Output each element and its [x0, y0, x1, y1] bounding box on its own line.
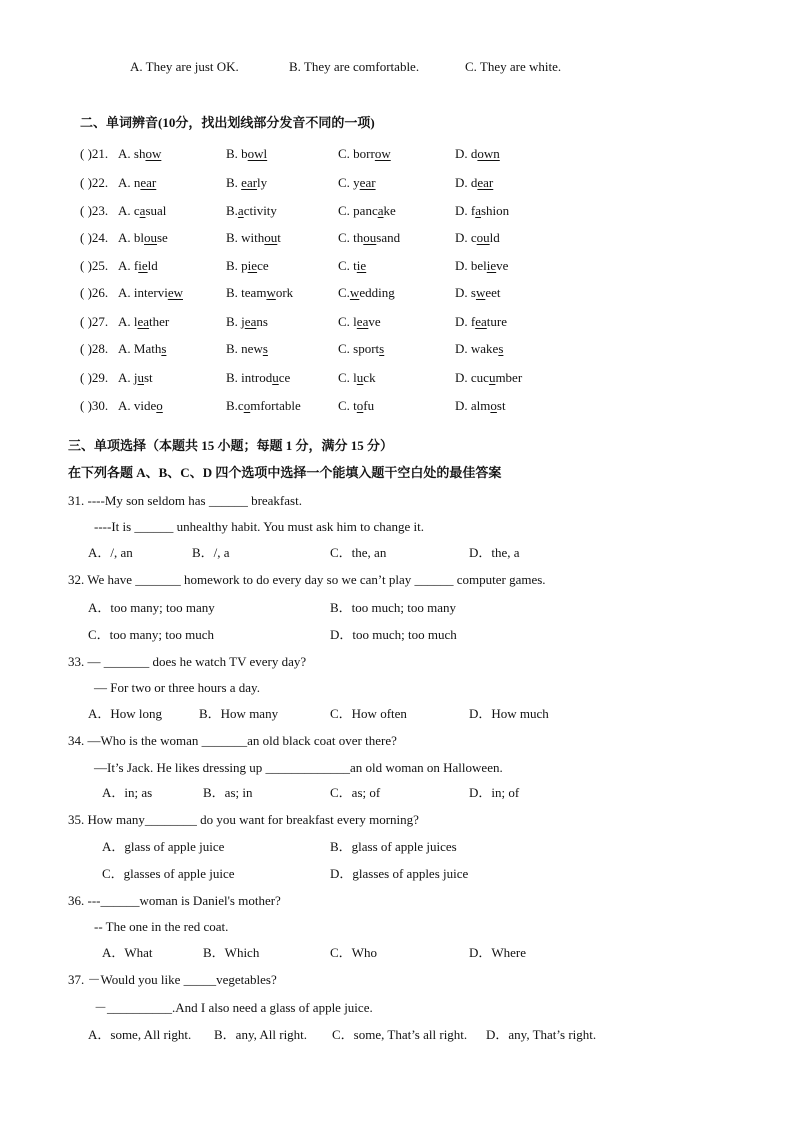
underlined-sound: ie [356, 258, 367, 273]
question-36-option-d: D．Where [469, 945, 527, 960]
option-prefix: C. l [338, 370, 357, 385]
question-29-option-b [226, 370, 290, 386]
option-prefix: D. cuc [455, 370, 489, 385]
option-suffix: ld [489, 230, 500, 245]
underlined-sound: s [161, 341, 167, 356]
question-34-option-c: C．as; of [330, 785, 381, 800]
question-23-number: ( )23. [80, 203, 109, 218]
question-33-line-2: — For two or three hours a day. [94, 680, 260, 695]
option-suffix: ther [149, 314, 170, 329]
option-prefix: D. d [455, 175, 478, 190]
question-34-option-d: D．in; of [469, 785, 520, 800]
underlined-sound: w [475, 285, 486, 300]
underlined-sound: s [379, 341, 385, 356]
question-32-line-1: 32. We have _______ homework to do every day so we can’t play ______ computer games. [68, 572, 546, 587]
option-prefix: B. p [226, 258, 248, 273]
underlined-sound: ear [140, 175, 157, 190]
question-31-line-2: ----It is ______ unhealthy habit. You must ask him to change it. [94, 519, 425, 534]
question-37-option-b: B．any, All right. [214, 1027, 308, 1042]
question-30-option-b [226, 398, 301, 414]
question-31-line-1: 31. ----My son seldom has ______ breakfast. [68, 493, 302, 508]
question-22-option-a [118, 175, 156, 191]
underlined-sound: ear [477, 175, 494, 190]
underlined-sound: ear [359, 175, 376, 190]
option-prefix: D. d [455, 146, 478, 161]
question-21-number: ( )21. [80, 146, 109, 161]
underlined-sound: ie [138, 258, 148, 273]
option-prefix: B. [226, 175, 242, 190]
option-prefix: C. borr [338, 146, 375, 161]
question-37-option-c: C．some, That’s all right. [332, 1027, 468, 1042]
option-prefix: A. f [118, 258, 139, 273]
question-24-number: ( )24. [80, 230, 109, 245]
underlined-sound: ea [137, 314, 150, 329]
underlined-sound: o [490, 398, 497, 413]
option-suffix: ke [383, 203, 396, 218]
question-27-option-b [226, 314, 268, 330]
question-34-option-a: A．in; as [102, 785, 153, 800]
question-22-option-c [338, 175, 376, 191]
option-suffix: ly [257, 175, 268, 190]
question-31-option-a: A．/, an [88, 545, 133, 560]
option-prefix: A. l [118, 314, 138, 329]
question-35-option-d: D．glasses of apples juice [330, 866, 469, 881]
option-suffix: st [144, 370, 153, 385]
question-35-option-b: B．glass of apple juices [330, 839, 457, 854]
question-27-number: ( )27. [80, 314, 109, 329]
underlined-sound: ie [247, 258, 258, 273]
question-30-option-a [118, 398, 163, 414]
prev-option-b: B. They are comfortable. [289, 59, 420, 74]
underlined-sound: a [237, 203, 244, 218]
underlined-sound: ea [244, 314, 257, 329]
option-suffix: mber [495, 370, 523, 385]
option-prefix: D. bel [455, 258, 487, 273]
question-29-number: ( )29. [80, 370, 109, 385]
prev-option-a: A. They are just OK. [130, 59, 239, 74]
option-prefix: C. t [338, 258, 357, 273]
underlined-sound: ou [264, 230, 278, 245]
question-23-option-a [118, 203, 166, 219]
question-21-option-a [118, 146, 161, 162]
underlined-sound: u [272, 370, 279, 385]
question-26-number: ( )26. [80, 285, 109, 300]
question-26-option-c [338, 285, 395, 301]
question-37-line-2: －__________.And I also need a glass of apple juice. [94, 1000, 373, 1015]
option-prefix: D. wake [455, 341, 499, 356]
question-25-number: ( )25. [80, 258, 109, 273]
question-26-option-d [455, 285, 501, 301]
option-prefix: C. th [338, 230, 364, 245]
section-2-title: 二、单词辨音(10分，找出划线部分发音不同的一项) [80, 115, 375, 130]
option-suffix: ce [278, 370, 291, 385]
underlined-sound: ie [486, 258, 497, 273]
question-25-option-b [226, 258, 269, 274]
option-prefix: A. j [118, 370, 138, 385]
question-32-option-a: A．too many; too many [88, 600, 215, 615]
underlined-sound: ow [374, 146, 391, 161]
option-suffix: ce [257, 258, 269, 273]
option-prefix: B. b [226, 146, 248, 161]
question-32-option-b: B．too much; too many [330, 600, 457, 615]
option-prefix: B. new [226, 341, 263, 356]
question-27-option-c [338, 314, 381, 330]
option-suffix: se [157, 230, 168, 245]
option-suffix: st [496, 398, 506, 413]
question-21-option-b [226, 146, 267, 162]
question-31-option-b: B．/, a [192, 545, 230, 560]
question-32-option-c: C．too many; too much [88, 627, 215, 642]
question-30-number: ( )30. [80, 398, 109, 413]
question-23-option-d [455, 203, 509, 219]
option-prefix: D. f [455, 203, 476, 218]
underlined-sound: o [356, 398, 364, 413]
question-32-option-d: D．too much; too much [330, 627, 457, 642]
question-29-option-a [118, 370, 153, 386]
option-suffix: ld [147, 258, 158, 273]
option-suffix: sand [376, 230, 401, 245]
underlined-sound: s [498, 341, 504, 356]
underlined-sound: ou [363, 230, 377, 245]
option-prefix: D. alm [455, 398, 491, 413]
option-suffix: shion [481, 203, 510, 218]
question-24-option-d [455, 230, 500, 246]
underlined-sound: ear [241, 175, 258, 190]
question-33-option-d: D．How much [469, 706, 549, 721]
question-34-option-b: B．as; in [203, 785, 253, 800]
option-suffix: ture [486, 314, 507, 329]
question-30-option-c [338, 398, 374, 414]
underlined-sound: a [475, 203, 481, 218]
question-35-option-c: C．glasses of apple juice [102, 866, 235, 881]
question-26-option-b [226, 285, 293, 301]
question-26-option-a [118, 285, 183, 301]
question-31-option-c: C．the, an [330, 545, 387, 560]
option-suffix: sual [145, 203, 167, 218]
underlined-sound: ou [476, 230, 490, 245]
option-prefix: B. with [226, 230, 265, 245]
option-suffix: fu [363, 398, 375, 413]
question-37-option-d: D．any, That’s right. [486, 1027, 597, 1042]
underlined-sound: ew [167, 285, 183, 300]
option-suffix: t [277, 230, 281, 245]
underlined-sound: ea [475, 314, 487, 329]
question-36-option-c: C．Who [330, 945, 377, 960]
section-3-title: 三、单项选择（本题共 15 小题；每题 1 分，满分 15 分） [68, 438, 394, 453]
option-prefix: C. panc [338, 203, 378, 218]
question-34-line-2: —It’s Jack. He likes dressing up _____________an old woman on Halloween. [94, 760, 503, 775]
underlined-sound: ou [144, 230, 157, 245]
question-23-option-c [338, 203, 396, 219]
prev-option-c: C. They are white. [465, 59, 562, 74]
question-28-number: ( )28. [80, 341, 109, 356]
option-prefix: A. vide [118, 398, 157, 413]
option-prefix: D. s [455, 285, 476, 300]
underlined-sound: u [488, 370, 496, 385]
underlined-sound: w [266, 285, 276, 300]
option-prefix: A. Math [118, 341, 162, 356]
question-30-option-d [455, 398, 506, 414]
option-prefix: A. n [118, 175, 141, 190]
option-suffix: eet [485, 285, 501, 300]
option-suffix: ork [275, 285, 294, 300]
underlined-sound: o [156, 398, 163, 413]
option-suffix: ve [496, 258, 509, 273]
question-37-line-1: 37. －Would you like _____vegetables? [68, 972, 277, 987]
question-24-option-a [118, 230, 168, 246]
question-33-line-1: 33. — _______ does he watch TV every day? [68, 654, 307, 669]
question-29-option-d [455, 370, 522, 386]
option-prefix: B. j [226, 314, 245, 329]
underlined-sound: o [243, 398, 251, 413]
option-suffix: ctivity [243, 203, 277, 218]
question-22-option-d [455, 175, 493, 191]
question-28-option-a [118, 341, 166, 357]
question-22-number: ( )22. [80, 175, 109, 190]
question-27-option-a [118, 314, 169, 330]
underlined-sound: owl [247, 146, 268, 161]
option-suffix: ns [256, 314, 268, 329]
question-23-option-b [226, 203, 277, 219]
option-prefix: D. f [455, 314, 476, 329]
question-24-option-c [338, 230, 400, 246]
question-27-option-d [455, 314, 507, 330]
option-prefix: C. y [338, 175, 360, 190]
underlined-sound: u [137, 370, 144, 385]
underlined-sound: ow [145, 146, 162, 161]
question-33-option-b: B．How many [199, 706, 279, 721]
option-prefix: C. [338, 285, 350, 300]
option-prefix: A. intervi [118, 285, 168, 300]
underlined-sound: w [349, 285, 360, 300]
underlined-sound: a [377, 203, 384, 218]
option-suffix: ve [368, 314, 381, 329]
option-prefix: D. c [455, 230, 477, 245]
option-prefix: C. t [338, 398, 357, 413]
question-22-option-b [226, 175, 267, 191]
question-34-line-1: 34. —Who is the woman _______an old black coat over there? [68, 733, 397, 748]
option-prefix: B. team [226, 285, 267, 300]
question-21-option-d [455, 146, 500, 162]
option-suffix: ck [363, 370, 376, 385]
option-suffix: mfortable [250, 398, 301, 413]
underlined-sound: own [477, 146, 500, 161]
underlined-sound: s [262, 341, 268, 356]
question-36-option-a: A．What [102, 945, 153, 960]
question-25-option-a [118, 258, 158, 274]
question-36-option-b: B．Which [203, 945, 260, 960]
question-28-option-c [338, 341, 384, 357]
option-suffix: edding [359, 285, 395, 300]
question-24-option-b [226, 230, 281, 246]
underlined-sound: u [356, 370, 364, 385]
option-prefix: A. bl [118, 230, 144, 245]
question-33-option-a: A．How long [88, 706, 163, 721]
question-36-line-2: -- The one in the red coat. [94, 919, 229, 934]
question-29-option-c [338, 370, 376, 386]
section-3-instruction: 在下列各题 A、B、C、D 四个选项中选择一个能填入题干空白处的最佳答案 [68, 465, 502, 480]
option-prefix: C. l [338, 314, 357, 329]
question-35-line-1: 35. How many________ do you want for breakfast every morning? [68, 812, 419, 827]
question-28-option-b [226, 341, 268, 357]
question-25-option-c [338, 258, 366, 274]
option-prefix: C. sport [338, 341, 380, 356]
question-21-option-c [338, 146, 391, 162]
underlined-sound: ea [356, 314, 369, 329]
option-prefix: B. introd [226, 370, 273, 385]
question-28-option-d [455, 341, 503, 357]
option-prefix: B. [226, 203, 238, 218]
question-36-line-1: 36. ---______woman is Daniel's mother? [68, 893, 281, 908]
question-37-option-a: A．some, All right. [88, 1027, 192, 1042]
option-prefix: A. sh [118, 146, 146, 161]
question-31-option-d: D．the, a [469, 545, 520, 560]
question-35-option-a: A．glass of apple juice [102, 839, 225, 854]
option-prefix: B.c [226, 398, 244, 413]
question-33-option-c: C．How often [330, 706, 407, 721]
question-25-option-d [455, 258, 508, 274]
underlined-sound: a [139, 203, 146, 218]
option-prefix: A. c [118, 203, 140, 218]
